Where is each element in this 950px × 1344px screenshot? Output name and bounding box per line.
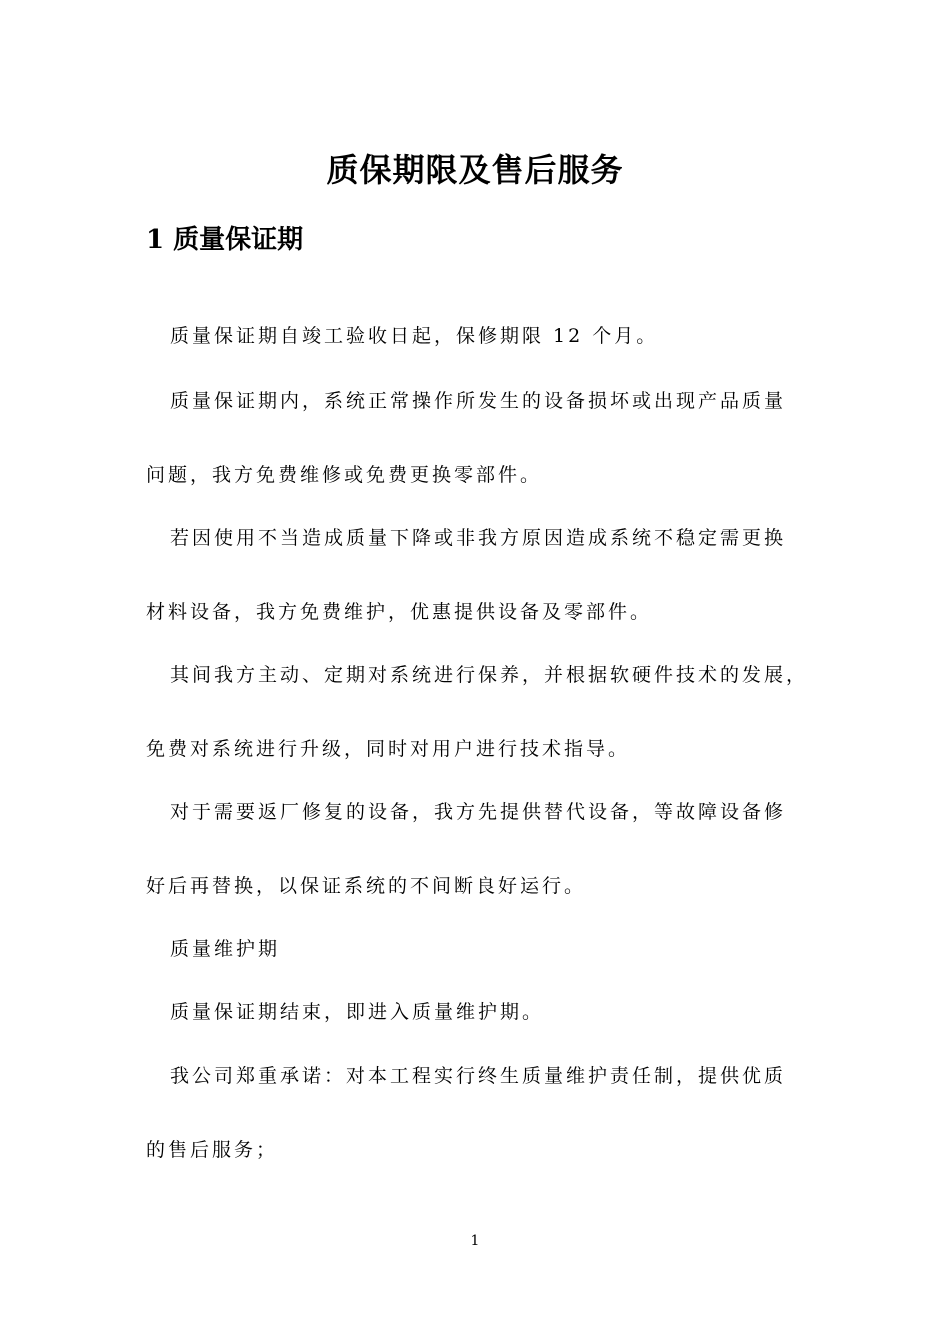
paragraph-line: 质量维护期 xyxy=(170,938,281,960)
paragraph-line: 若因使用不当造成质量下降或非我方原因造成系统不稳定需更换 xyxy=(170,527,787,549)
paragraph-line: 免费对系统进行升级，同时对用户进行技术指导。 xyxy=(146,738,631,760)
paragraph-line: 质量保证期自竣工验收日起，保修期限 12 个月。 xyxy=(170,325,659,347)
paragraph-line: 材料设备，我方免费维护，优惠提供设备及零部件。 xyxy=(146,601,653,623)
section-heading: 1 质量保证期 xyxy=(146,225,304,255)
paragraph-line: 的售后服务； xyxy=(146,1139,279,1161)
paragraph-line: 质量保证期结束，即进入质量维护期。 xyxy=(170,1001,545,1023)
paragraph-line: 质量保证期内，系统正常操作所发生的设备损坏或出现产品质量 xyxy=(170,390,787,412)
document-title: 质保期限及售后服务 xyxy=(326,151,624,189)
paragraph-line: 对于需要返厂修复的设备，我方先提供替代设备，等故障设备修 xyxy=(170,801,787,823)
paragraph-line: 其间我方主动、定期对系统进行保养，并根据软硬件技术的发展， xyxy=(170,664,809,686)
paragraph-line: 我公司郑重承诺：对本工程实行终生质量维护责任制，提供优质 xyxy=(170,1065,787,1087)
paragraph-line: 好后再替换，以保证系统的不间断良好运行。 xyxy=(146,875,587,897)
paragraph-line: 问题，我方免费维修或免费更换零部件。 xyxy=(146,464,543,486)
page-number: 1 xyxy=(470,1233,480,1249)
